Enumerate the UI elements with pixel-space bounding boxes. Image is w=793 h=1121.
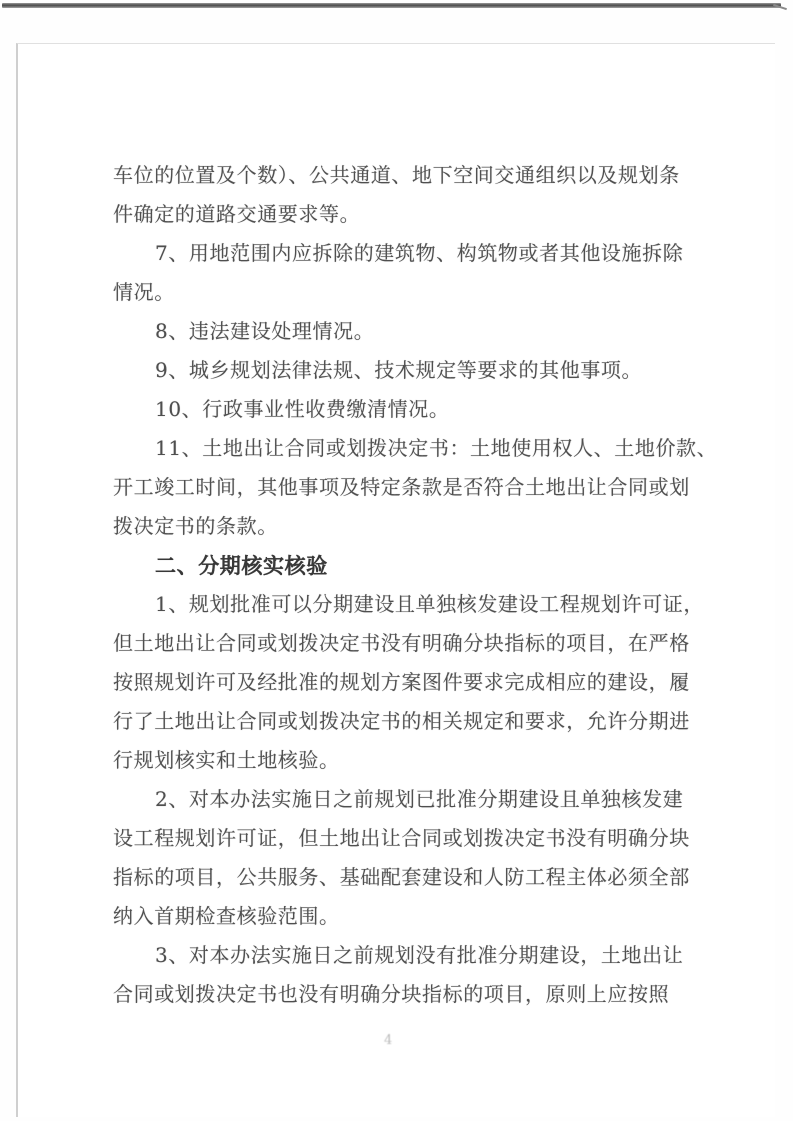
text-line: 按照规划许可及经批准的规划方案图件要求完成相应的建设，履	[113, 670, 690, 694]
text-line: 车位的位置及个数）、公共通道、地下空间交通组织以及规划条	[113, 163, 680, 187]
text-line: 8、违法建设处理情况。	[155, 319, 375, 343]
text-line: 设工程规划许可证，但土地出让合同或划拨决定书没有明确分块	[113, 826, 690, 850]
page-number: 4	[384, 1033, 393, 1048]
text-line: 1、规划批准可以分期建设且单独核发建设工程规划许可证，	[155, 592, 704, 616]
text-line: 情况。	[113, 280, 175, 304]
text-line: 9、城乡规划法律法规、技术规定等要求的其他事项。	[155, 358, 643, 382]
text-line: 2、对本办法实施日之前规划已批准分期建设且单独核发建	[155, 787, 684, 811]
text-line: 合同或划拨决定书也没有明确分块指标的项目，原则上应按照	[113, 982, 670, 1006]
text-line: 7、用地范围内应拆除的建筑物、构筑物或者其他设施拆除	[155, 241, 684, 265]
text-line: 拨决定书的条款。	[113, 514, 278, 538]
text-line: 10、行政事业性收费缴清情况。	[155, 397, 450, 421]
text-line: 件确定的道路交通要求等。	[113, 202, 361, 226]
text-line: 行规划核实和土地核验。	[113, 748, 340, 772]
text-line: 开工竣工时间，其他事项及特定条款是否符合土地出让合同或划	[113, 475, 690, 499]
document-page	[113, 156, 718, 1014]
text-line: 纳入首期检查核验范围。	[113, 904, 340, 928]
scanner-edge-bar	[2, 3, 781, 8]
text-line: 3、对本办法实施日之前规划没有批准分期建设，土地出让	[155, 943, 684, 967]
text-line: 指标的项目，公共服务、基础配套建设和人防工程主体必须全部	[113, 865, 690, 889]
section-heading-phase-verification: 二、分期核实核验	[155, 553, 328, 578]
text-line: 行了土地出让合同或划拨决定书的相关规定和要求，允许分期进	[113, 709, 690, 733]
text-line: 11、土地出让合同或划拨决定书：土地使用权人、土地价款、	[155, 436, 718, 460]
text-line: 但土地出让合同或划拨决定书没有明确分块指标的项目，在严格	[113, 631, 690, 655]
